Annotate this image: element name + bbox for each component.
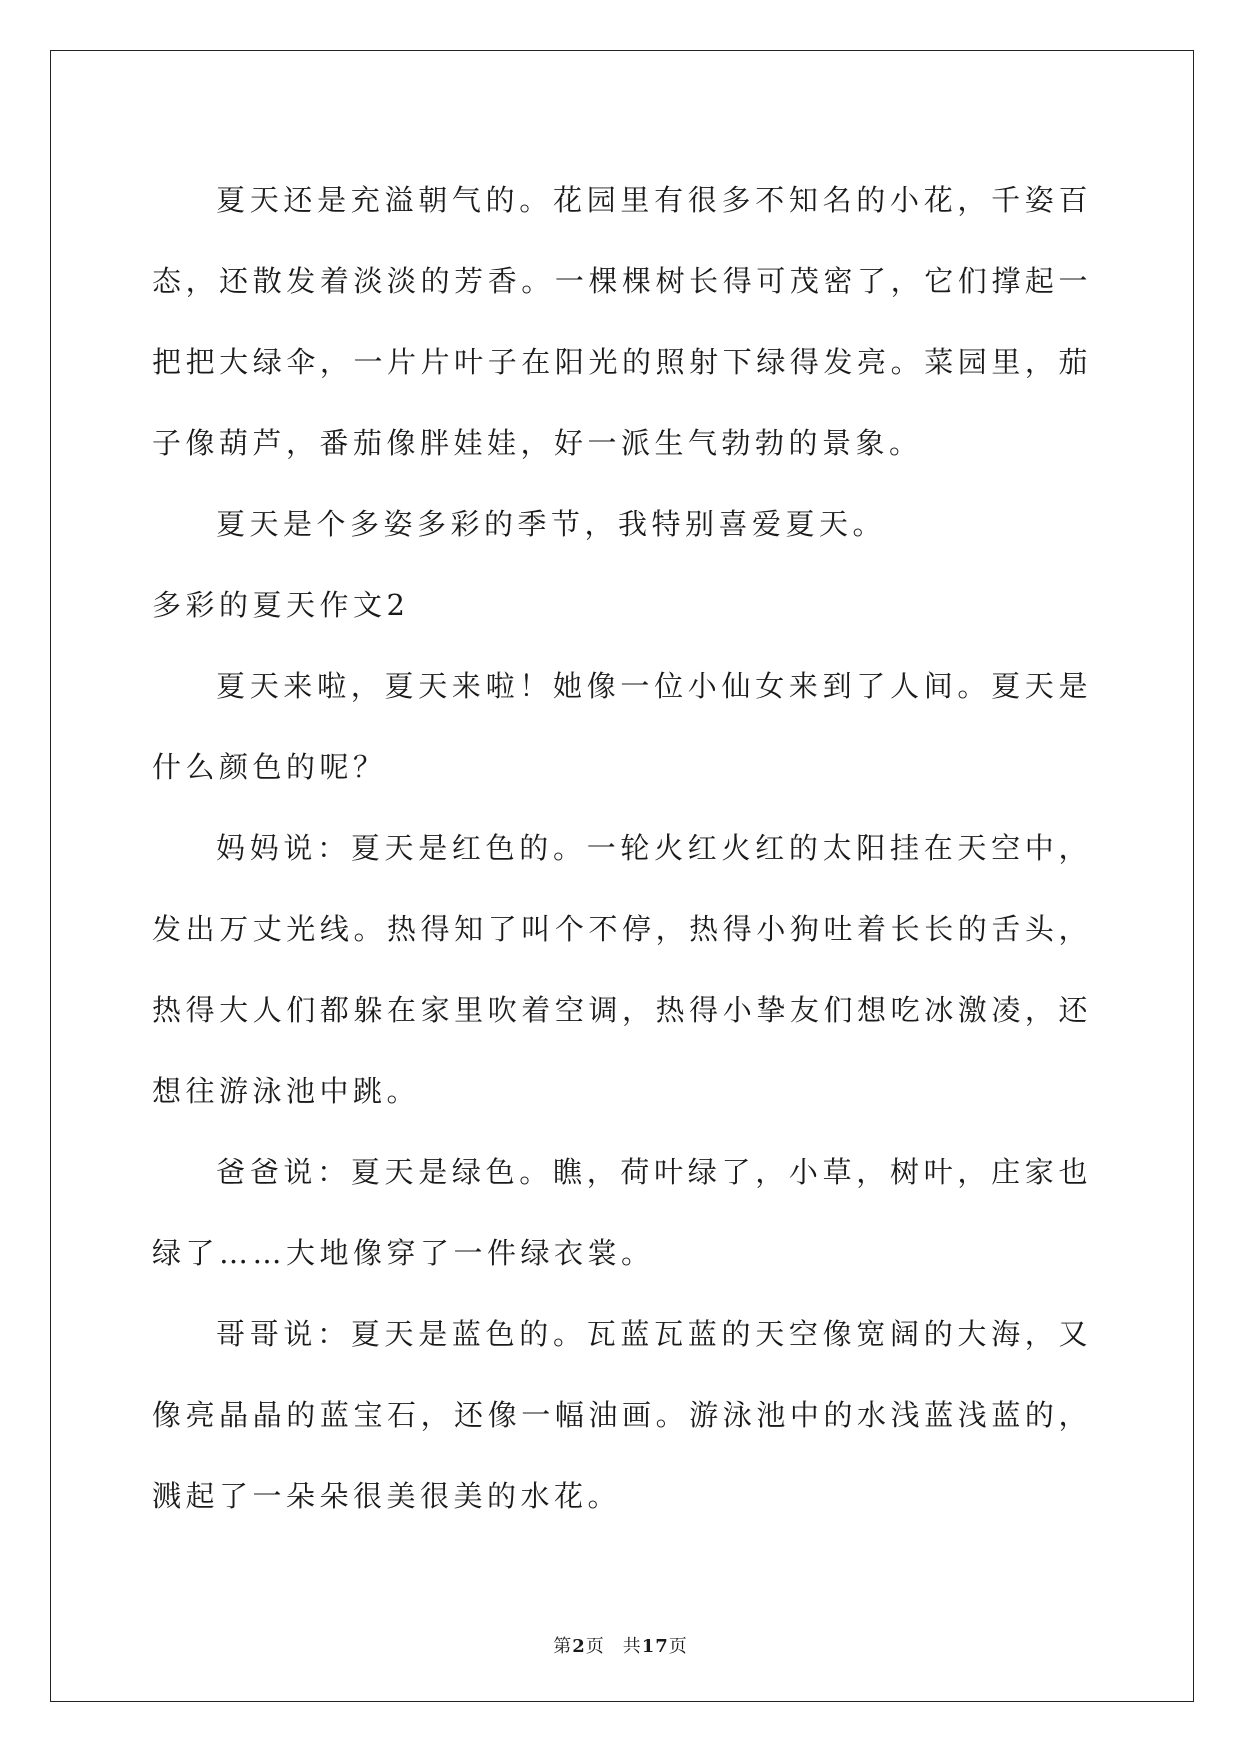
- total-prefix: 共: [622, 1636, 642, 1657]
- section-heading: 多彩的夏天作文2: [152, 588, 410, 622]
- paragraph: 妈妈说：夏天是红色的。一轮火红火红的太阳挂在天空中，发出万丈光线。热得知了叫个不停，热得小狗吐着长长的舌头，热得大人们都躲在家里吹着空调，热得小挚友们想吃冰激凌，还想往游泳池中跳。: [152, 831, 1092, 1108]
- document-body: [152, 160, 1092, 1537]
- paragraph: 夏天还是充溢朝气的。花园里有很多不知名的小花，千姿百态，还散发着淡淡的芳香。一棵棵树长得可茂密了，它们撑起一把把大绿伞，一片片叶子在阳光的照射下绿得发亮。菜园里，茄子像葫芦，番茄像胖娃娃，好一派生气勃勃的景象。: [152, 183, 1092, 460]
- paragraph: 夏天来啦，夏天来啦！她像一位小仙女来到了人间。夏天是什么颜色的呢？: [152, 669, 1092, 784]
- page-suffix: 页: [585, 1636, 605, 1657]
- page-number: 2: [572, 1636, 586, 1657]
- paragraph: 夏天是个多姿多彩的季节，我特别喜爱夏天。: [216, 507, 887, 541]
- paragraph: 哥哥说：夏天是蓝色的。瓦蓝瓦蓝的天空像宽阔的大海，又像亮晶晶的蓝宝石，还像一幅油画。游泳池中的水浅蓝浅蓝的，溅起了一朵朵很美很美的水花。: [152, 1317, 1092, 1513]
- total-pages: 17: [641, 1636, 669, 1657]
- page-footer: [0, 1632, 1241, 1658]
- paragraph: 爸爸说：夏天是绿色。瞧，荷叶绿了，小草，树叶，庄家也绿了……大地像穿了一件绿衣裳。: [152, 1155, 1092, 1270]
- total-suffix: 页: [668, 1636, 688, 1657]
- page-prefix: 第: [553, 1636, 573, 1657]
